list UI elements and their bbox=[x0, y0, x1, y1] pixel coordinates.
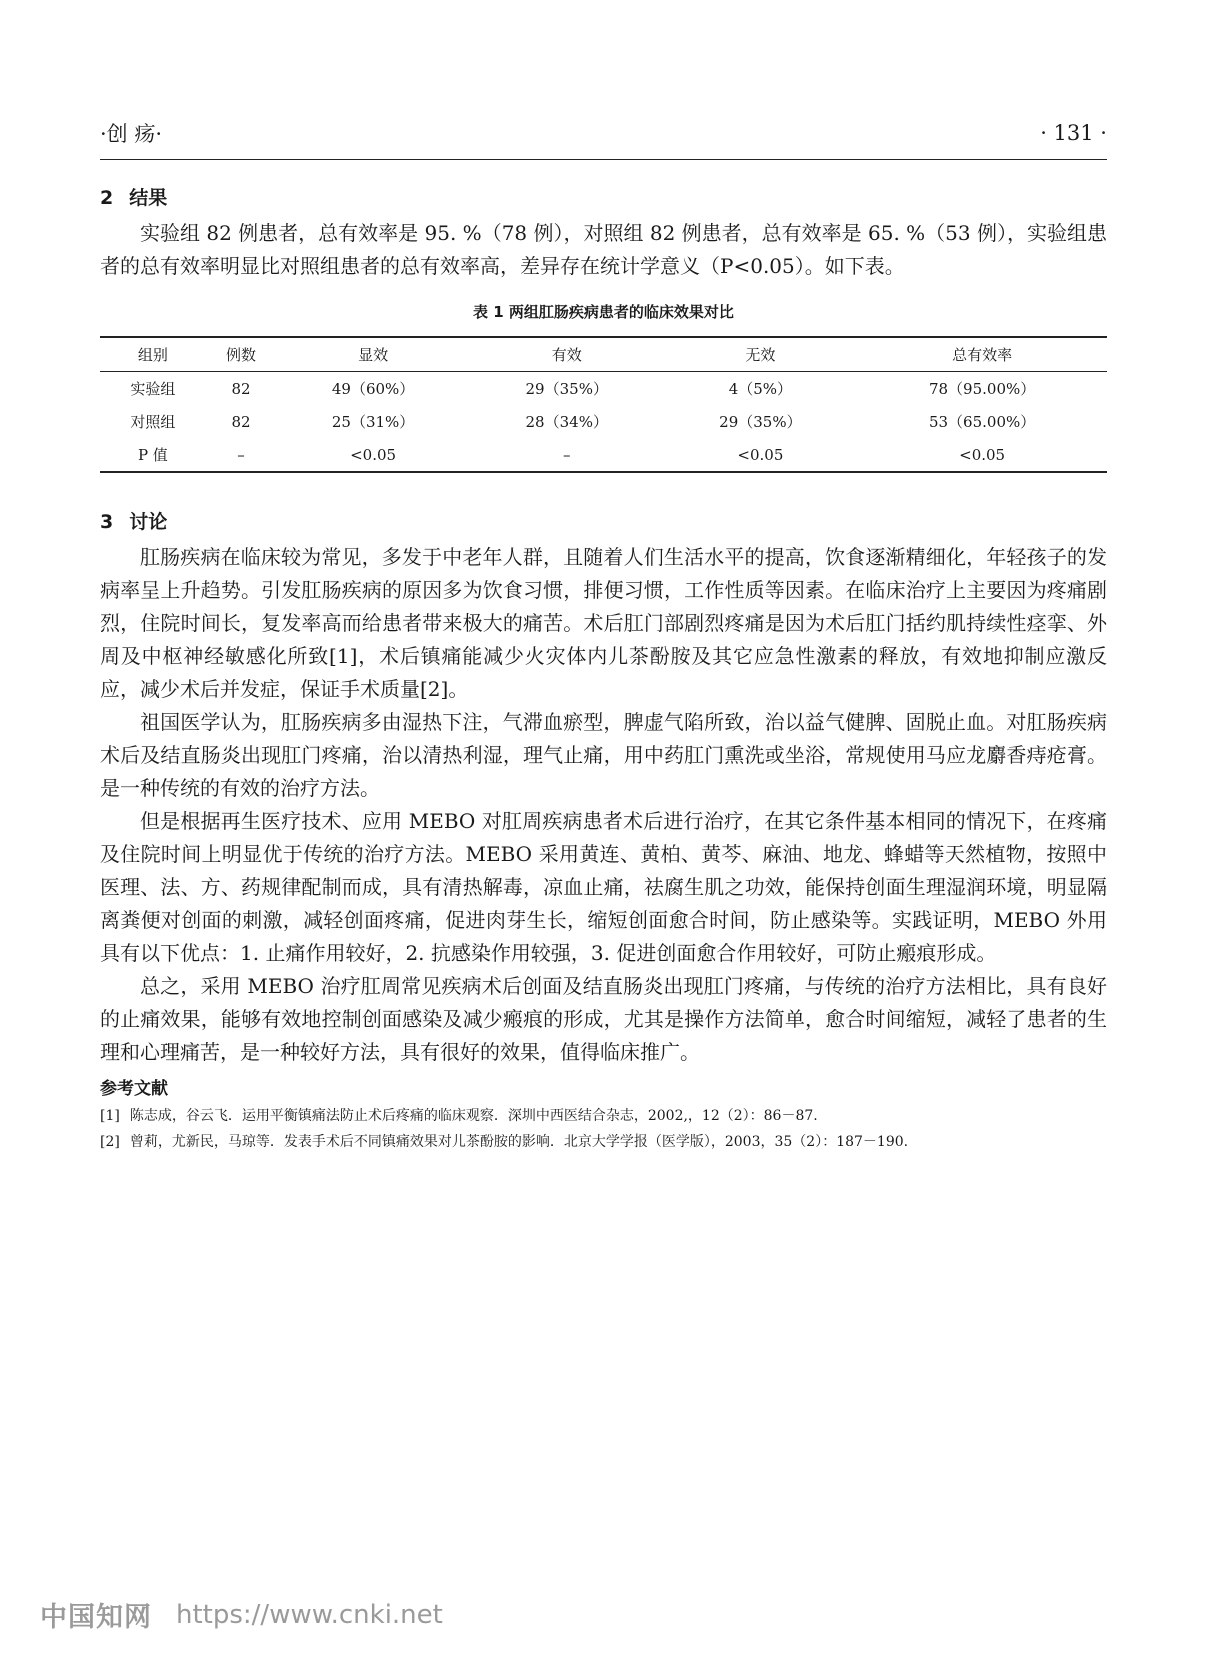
table-header-row bbox=[100, 337, 1107, 372]
section-heading-discussion bbox=[100, 507, 1107, 537]
table-cell: 49（60%） bbox=[331, 380, 415, 398]
table-cell: 28（34%） bbox=[525, 413, 608, 431]
table-row bbox=[100, 372, 1107, 406]
table-cell: <0.05 bbox=[350, 445, 397, 464]
col-header-effective: 有效 bbox=[551, 346, 582, 364]
col-header-count: 例数 bbox=[225, 346, 256, 364]
cnki-logo: 中国知网 bbox=[40, 1602, 152, 1633]
table-cell: 53（65.00%） bbox=[928, 413, 1036, 431]
table-row bbox=[100, 405, 1107, 438]
cnki-watermark bbox=[40, 1595, 443, 1634]
references-heading: 参考文献 bbox=[100, 1079, 168, 1099]
table-cell: P 值 bbox=[137, 446, 168, 464]
table-cell: – bbox=[237, 445, 245, 464]
table-cell: 对照组 bbox=[130, 413, 176, 431]
header-rule bbox=[100, 159, 1107, 160]
reference-text: 陈志成，谷云飞．运用平衡镇痛法防止术后疼痛的临床观察．深圳中西医结合杂志，2002,，12（2）：86－87. bbox=[129, 1108, 818, 1124]
discussion-paragraph: 总之，采用 MEBO 治疗肛周常见疾病术后创面及结直肠炎出现肛门疼痛，与传统的治疗方法相比，具有良好的止痛效果，能够有效地控制创面感染及减少瘢痕的形成，尤其是操作方法简单，愈合时间缩短，减轻了患者的生理和心理痛苦，是一种较好方法，具有很好的效果，值得临床推广。 bbox=[100, 974, 1107, 1064]
reference-index: [2] bbox=[100, 1134, 120, 1150]
table-cell: 82 bbox=[231, 379, 251, 398]
reference-item bbox=[100, 1103, 1107, 1129]
table-cell: 4（5%） bbox=[728, 380, 793, 398]
reference-index: [1] bbox=[100, 1108, 120, 1124]
table-cell: 29（35%） bbox=[719, 413, 802, 431]
section-title: 结果 bbox=[129, 187, 168, 209]
reference-item bbox=[100, 1129, 1107, 1155]
section-number: 2 bbox=[100, 187, 114, 209]
col-header-marked: 显效 bbox=[358, 346, 389, 364]
cnki-url: https://www.cnki.net bbox=[176, 1599, 443, 1630]
table-row bbox=[100, 438, 1107, 472]
reference-text: 曾莉，尤新民，马琼等．发表手术后不同镇痛效果对儿茶酚胺的影响．北京大学学报（医学版），2003，35（2）：187－190. bbox=[129, 1134, 909, 1150]
table-cell: – bbox=[562, 445, 571, 464]
table-cell: <0.05 bbox=[737, 445, 784, 464]
discussion-paragraph: 祖国医学认为，肛肠疾病多由湿热下注，气滞血瘀型，脾虚气陷所致，治以益气健脾、固脱止血。对肛肠疾病术后及结直肠炎出现肛门疼痛，治以清热利湿，理气止痛，用中药肛门熏洗或坐浴，常规使用马应龙麝香痔疮膏。是一种传统的有效的治疗方法。 bbox=[100, 710, 1107, 800]
running-header bbox=[100, 118, 1107, 148]
article-body bbox=[100, 183, 1107, 1155]
discussion-paragraph: 但是根据再生医疗技术、应用 MEBO 对肛周疾病患者术后进行治疗，在其它条件基本相同的情况下，在疼痛及住院时间上明显优于传统的治疗方法。MEBO 采用黄连、黄柏、黄芩、麻油、地龙、蜂蜡等天然植物，按照中医理、法、方、药规律配制而成，具有清热解毒，凉血止痛，祛腐生肌之功效，能保持创面生理湿润环境，明显隔离粪便对创面的刺激，减轻创面疼痛，促进肉芽生长，缩短创面愈合时间，防止感染等。实践证明，MEBO 外用具有以下优点：1. 止痛作用较好，2. 抗感染作用较强，3. 促进创面愈合作用较好，可防止瘢痕形成。 bbox=[100, 809, 1107, 965]
results-table bbox=[100, 336, 1107, 473]
section-number: 3 bbox=[100, 511, 114, 533]
table-cell: 25（31%） bbox=[331, 413, 415, 431]
table-cell: 82 bbox=[231, 412, 251, 431]
table-cell: 实验组 bbox=[130, 380, 176, 398]
section-heading-results bbox=[100, 183, 1107, 213]
col-header-ineffective: 无效 bbox=[745, 346, 776, 364]
journal-name: ·创 疡· bbox=[100, 122, 163, 146]
table-caption: 表 1 两组肛肠疾病患者的临床效果对比 bbox=[473, 303, 734, 321]
col-header-group: 组别 bbox=[137, 346, 168, 364]
col-header-total-rate: 总有效率 bbox=[952, 346, 1013, 364]
discussion-paragraph: 肛肠疾病在临床较为常见，多发于中老年人群，且随着人们生活水平的提高，饮食逐渐精细化，年轻孩子的发病率呈上升趋势。引发肛肠疾病的原因多为饮食习惯，排便习惯，工作性质等因素。在临床治疗上主要因为疼痛剧烈，住院时间长，复发率高而给患者带来极大的痛苦。术后肛门部剧烈疼痛是因为术后肛门括约肌持续性痉挛、外周及中枢神经敏感化所致[1]，术后镇痛能减少火灾体内儿茶酚胺及其它应急性激素的释放，有效地抑制应激反应，减少术后并发症，保证手术质量[2]。 bbox=[100, 545, 1107, 701]
table-cell: 29（35%） bbox=[525, 380, 608, 398]
table-cell: 78（95.00%） bbox=[928, 380, 1036, 398]
page-number: · 131 · bbox=[1040, 121, 1107, 145]
table-cell: <0.05 bbox=[959, 445, 1006, 464]
section-title: 讨论 bbox=[129, 511, 168, 533]
results-paragraph: 实验组 82 例患者，总有效率是 95. %（78 例），对照组 82 例患者，总有效率是 65. %（53 例），实验组患者的总有效率明显比对照组患者的总有效率高，差异存在统计学意义（P<0.05）。如下表。 bbox=[100, 221, 1107, 278]
